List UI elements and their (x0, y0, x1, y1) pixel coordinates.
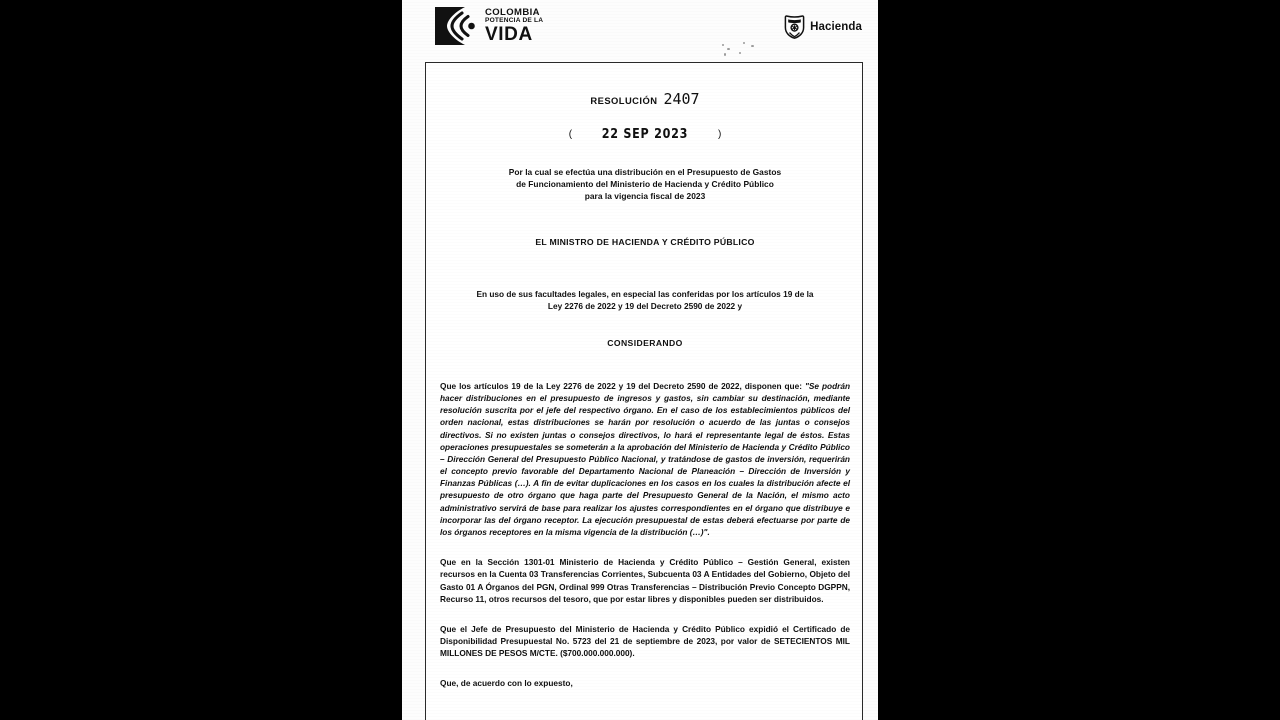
colombia-brand-logo (435, 7, 543, 45)
paragraph-1-quote: "Se podrán hacer distribuciones en el presupuesto de ingresos y gastos, sin cambiar su destinación, mediante resolución suscrita por el jefe del respectivo órgano. En el caso de los establecimientos públicos del orden nacional, estas distribuciones se harán por resolución o acuerdo de las juntas o consejos directivos. Si no existen juntas o consejos directivos, lo hará el representante legal de éstos. Estas operaciones presupuestales se someterán a la aprobación del Ministerio de Hacienda y Crédito Público – Dirección General del Presupuesto Público Nacional, y tratándose de gastos de inversión, requerirán el concepto previo favorable del Departamento Nacional de Planeación – Dirección de Inversión y Finanzas Públicas (…). A fin de evitar duplicaciones en los casos en los cuales la distribución afecte el presupuesto de otro órgano que haga parte del Presupuesto General de la Nación, el mismo acto administrativo servirá de base para realizar los ajustes correspondientes en el órgano que distribuye e incorporar las del órgano receptor. La ejecución presupuestal de estas deberá efectuarse por parte de los órganos receptores en la misma vigencia de la distribución (…)". (440, 380, 851, 538)
scan-speckle (722, 44, 724, 46)
document-content (440, 63, 850, 720)
authority-heading: EL MINISTRO DE HACIENDA Y CRÉDITO PÚBLICO (535, 236, 755, 247)
resolucion-number-stamp: 2407 (663, 90, 700, 108)
colombia-wordmark-line1: COLOMBIA (485, 6, 540, 18)
document-border-frame (425, 62, 863, 720)
resolucion-date-line (440, 126, 850, 142)
resolucion-title-line (440, 90, 850, 109)
document-subtitle (440, 167, 850, 203)
scan-speckle (724, 53, 726, 56)
letterhead (402, 0, 878, 62)
paragraph-1-lead: Que los artículos 19 de la Ley 2276 de 2022 y 19 del Decreto 2590 de 2022, disponen que: (440, 380, 805, 391)
letterbox-bar-right (878, 0, 1280, 720)
scan-speckle (727, 48, 730, 50)
date-stamp: 22 SEP 2023 (601, 126, 689, 142)
scan-speckle (743, 42, 745, 44)
subtitle-line-1: Por la cual se efectúa una distribución en el Presupuesto de Gastos (508, 167, 782, 177)
paren-close: ) (717, 129, 722, 140)
facultades-line-1: En uso de sus facultades legales, en especial las conferidas por los artículos 19 de la (476, 288, 814, 299)
hacienda-label: Hacienda (810, 21, 862, 33)
paren-open: ( (568, 129, 573, 140)
letterbox-bar-left (0, 0, 402, 720)
subtitle-line-3: para la vigencia fiscal de 2023 (584, 190, 706, 201)
paragraph-considerando-3 (440, 623, 850, 660)
considerando-heading: CONSIDERANDO (607, 337, 683, 348)
coat-of-arms-shield-icon (784, 15, 805, 39)
paragraph-considerando-4: Que, de acuerdo con lo expuesto, (440, 677, 573, 688)
facultades-line-2: Ley 2276 de 2022 y 19 del Decreto 2590 de 2022 y (547, 300, 743, 311)
scan-speckle (751, 45, 754, 47)
colombia-wordmark-line2: POTENCIA DE LA (485, 17, 544, 25)
colombia-signal-mark-icon (435, 7, 479, 45)
scan-speckle (739, 52, 741, 54)
paragraph-3-lead: Que el Jefe de Presupuesto del Ministerio de Hacienda y Crédito Público expidió el Certificado de Disponibilidad Presupuestal No. 5723 del 21 de septiembre de 2023, por valor de (440, 623, 850, 647)
hacienda-brand-logo (784, 15, 862, 39)
scanned-document-page (402, 0, 878, 720)
facultades-block (440, 288, 850, 312)
paragraph-considerando-2: Que en la Sección 1301-01 Ministerio de Hacienda y Crédito Público – Gestión General, existen recursos en la Cuenta 03 Transferencias Corrientes, Subcuenta 03 A Entidades del Gobierno, Objeto del Gasto 01 A Órganos del PGN, Ordinal 999 Otras Transferencias – Distribución Previo Concepto DGPPN, Recurso 11, otros recursos del tesoro, que por estar libres y disponibles pueden ser distribuidos. (440, 557, 850, 604)
subtitle-line-2: de Funcionamiento del Ministerio de Hacienda y Crédito Público (516, 178, 774, 189)
resolucion-label: RESOLUCIÓN (590, 95, 658, 106)
colombia-wordmark-line3: VIDA (485, 24, 533, 46)
paragraph-considerando-1 (440, 380, 850, 538)
colombia-wordmark (485, 8, 543, 44)
paragraph-3-amount: SETECIENTOS MIL MILLONES DE PESOS M/CTE. ($700.000.000.000). (440, 636, 850, 659)
